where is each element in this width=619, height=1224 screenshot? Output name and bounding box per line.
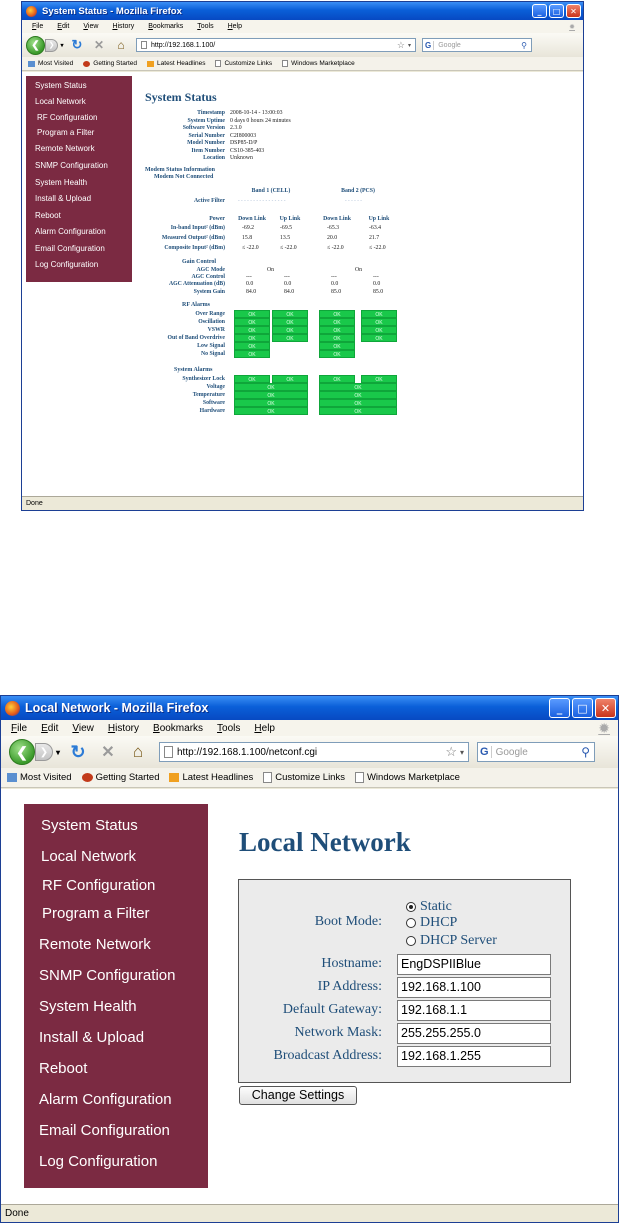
rf-alarm-status: OK bbox=[234, 342, 270, 350]
system-alarm-status: OK bbox=[319, 407, 397, 415]
agc-mode-band1: On bbox=[267, 266, 275, 273]
bookmark-windows-marketplace[interactable] bbox=[355, 772, 460, 783]
menu-help[interactable]: Help bbox=[227, 23, 242, 30]
browser-window-system-status bbox=[21, 1, 584, 511]
minimize-button[interactable]: _ bbox=[549, 698, 570, 718]
bookmark-customize-links[interactable] bbox=[263, 772, 345, 783]
home-icon[interactable]: ⌂ bbox=[117, 38, 125, 52]
status-text: Done bbox=[5, 1208, 29, 1219]
url-bar[interactable] bbox=[159, 742, 469, 762]
rf-alarm-status: OK bbox=[319, 326, 355, 334]
menu-edit[interactable]: Edit bbox=[41, 722, 59, 734]
system-gain-label: System Gain bbox=[193, 288, 225, 295]
power-row-label: In-band Input² (dBm) bbox=[170, 224, 225, 231]
sidebar-item-install-upload[interactable]: Install & Upload bbox=[35, 194, 92, 203]
bookmark-customize-links[interactable] bbox=[215, 60, 272, 67]
modem-status-title: Modem Status Information bbox=[145, 166, 215, 173]
menu-help[interactable]: Help bbox=[254, 722, 275, 734]
history-dropdown-icon[interactable]: ▾ bbox=[55, 747, 60, 757]
gain-control-title: Gain Control bbox=[182, 258, 217, 265]
system-alarm-status: OK bbox=[319, 391, 397, 399]
minimize-button[interactable]: _ bbox=[532, 4, 547, 18]
agc-attenuation-value: 0.0 bbox=[331, 280, 339, 287]
forward-arrow-icon[interactable]: ❯ bbox=[45, 39, 58, 52]
page-icon bbox=[263, 772, 272, 783]
broadcast-address-field[interactable]: 192.168.1.255 bbox=[397, 1046, 551, 1067]
sidebar-item-remote-network[interactable]: Remote Network bbox=[35, 144, 95, 153]
star-icon[interactable]: ☆ bbox=[396, 39, 405, 50]
default-gateway-field[interactable]: 192.168.1.1 bbox=[397, 1000, 551, 1021]
bookmark-label: Windows Marketplace bbox=[366, 772, 460, 783]
power-label: Power bbox=[209, 215, 225, 222]
google-engine-icon[interactable]: G bbox=[478, 746, 492, 758]
google-engine-icon[interactable]: G bbox=[423, 41, 434, 50]
change-settings-button[interactable]: Change Settings bbox=[239, 1086, 357, 1105]
rf-alarm-status: OK bbox=[361, 326, 397, 334]
status-bar bbox=[1, 1204, 618, 1222]
info-value: 0 days 0 hours 24 minutes bbox=[230, 117, 291, 124]
synthesizer-lock-status: OK bbox=[272, 375, 308, 383]
link-header: Down Link bbox=[238, 215, 266, 222]
page-icon bbox=[141, 41, 147, 49]
rf-alarm-status: OK bbox=[319, 342, 355, 350]
url-text[interactable]: http://192.168.1.100/netconf.cgi bbox=[177, 746, 318, 758]
system-gain-value: 85.0 bbox=[373, 288, 384, 295]
rf-alarm-status: OK bbox=[234, 350, 270, 358]
search-input[interactable]: Google bbox=[438, 41, 461, 49]
rf-alarm-status: OK bbox=[234, 310, 270, 318]
bookmark-label: Customize Links bbox=[275, 772, 345, 783]
hostname-label: Hostname: bbox=[321, 956, 382, 971]
title-bar[interactable] bbox=[1, 696, 618, 720]
menu-bookmarks[interactable]: Bookmarks bbox=[153, 722, 204, 734]
system-alarm-status: OK bbox=[234, 383, 308, 391]
sidebar-item-program-a-filter[interactable]: Program a Filter bbox=[37, 128, 95, 137]
menu-bar bbox=[22, 20, 583, 33]
system-alarm-label: Hardware bbox=[199, 407, 225, 414]
agc-mode-label: AGC Mode bbox=[196, 266, 225, 273]
rf-alarm-status: OK bbox=[234, 326, 270, 334]
bookmark-getting-started[interactable] bbox=[83, 60, 137, 67]
link-header: Up Link bbox=[279, 215, 301, 222]
agc-control-value: --- bbox=[373, 273, 379, 280]
page-content bbox=[22, 72, 583, 496]
network-mask-field[interactable]: 255.255.255.0 bbox=[397, 1023, 551, 1044]
home-icon[interactable]: ⌂ bbox=[132, 742, 144, 761]
bookmarks-toolbar bbox=[22, 57, 583, 71]
search-bar[interactable] bbox=[422, 38, 532, 52]
agc-attenuation-label: AGC Attenuation (dB) bbox=[168, 280, 225, 287]
sidebar-item-snmp-configuration[interactable]: SNMP Configuration bbox=[35, 161, 108, 170]
url-dropdown-icon[interactable]: ▾ bbox=[459, 747, 464, 757]
sidebar-item-local-network[interactable]: Local Network bbox=[41, 848, 137, 865]
rf-alarm-status: OK bbox=[361, 334, 397, 342]
power-value: -65.3 bbox=[327, 224, 340, 231]
rf-alarm-label: Low Signal bbox=[197, 342, 225, 349]
agc-attenuation-value: 0.0 bbox=[246, 280, 254, 287]
rf-alarm-status: OK bbox=[272, 326, 308, 334]
sidebar-item-log-configuration[interactable]: Log Configuration bbox=[39, 1153, 158, 1170]
radio-static[interactable] bbox=[406, 902, 416, 912]
close-button[interactable]: ✕ bbox=[595, 698, 616, 718]
page-icon bbox=[215, 60, 221, 67]
system-alarm-status: OK bbox=[234, 407, 308, 415]
agc-control-value: --- bbox=[284, 273, 290, 280]
firefox-bookmark-icon bbox=[82, 773, 93, 782]
rf-alarm-label: Out of Band Overdrive bbox=[167, 334, 225, 341]
bookmark-most-visited[interactable] bbox=[28, 60, 73, 67]
info-label: System Uptime bbox=[187, 117, 225, 124]
band1-header: Band 1 (CELL) bbox=[251, 187, 291, 194]
system-alarm-status: OK bbox=[319, 399, 397, 407]
menu-file[interactable]: File bbox=[32, 23, 44, 30]
url-dropdown-icon[interactable]: ▾ bbox=[407, 42, 411, 49]
info-value: CS10-385-403 bbox=[230, 147, 265, 154]
power-row-label: Composite Input² (dBm) bbox=[164, 244, 225, 251]
power-value: ≤ -22.0 bbox=[280, 244, 297, 251]
menu-tools[interactable]: Tools bbox=[197, 23, 214, 30]
info-value: Unknown bbox=[230, 155, 253, 161]
rf-alarm-status: OK bbox=[272, 310, 308, 318]
ip-address-label: IP Address: bbox=[317, 979, 382, 994]
menu-tools[interactable]: Tools bbox=[217, 722, 241, 734]
sidebar-item-snmp-configuration[interactable]: SNMP Configuration bbox=[39, 967, 176, 984]
back-arrow-icon[interactable]: ❮ bbox=[26, 36, 45, 55]
bookmark-label: Windows Marketplace bbox=[291, 60, 355, 67]
power-value: 15.8 bbox=[242, 234, 253, 241]
folder-icon bbox=[28, 61, 35, 67]
rss-icon bbox=[169, 773, 179, 782]
info-label: Timestamp bbox=[197, 110, 225, 116]
bookmark-getting-started[interactable] bbox=[82, 772, 160, 783]
power-value: ≤ -22.0 bbox=[242, 244, 259, 251]
sidebar-item-system-health[interactable]: System Health bbox=[39, 998, 137, 1015]
status-text: Done bbox=[26, 500, 43, 507]
power-row-label: Measured Output² (dBm) bbox=[161, 234, 225, 241]
rf-alarm-label: VSWR bbox=[207, 326, 225, 333]
sidebar-item-email-configuration[interactable]: Email Configuration bbox=[39, 1122, 170, 1139]
browser-window-local-network bbox=[0, 695, 619, 1223]
network-mask-label: Network Mask: bbox=[294, 1025, 382, 1040]
stop-icon[interactable]: ✕ bbox=[93, 38, 105, 52]
bookmark-most-visited[interactable] bbox=[7, 772, 72, 783]
reload-icon[interactable]: ↻ bbox=[70, 741, 86, 762]
bookmark-label: Getting Started bbox=[95, 772, 160, 783]
window-title: Local Network - Mozilla Firefox bbox=[25, 701, 209, 715]
band2-header: Band 2 (PCS) bbox=[341, 187, 375, 194]
history-dropdown-icon[interactable]: ▾ bbox=[60, 42, 64, 49]
page-icon bbox=[355, 772, 364, 783]
url-text[interactable]: http://192.168.1.100/ bbox=[151, 41, 216, 49]
rf-alarm-status: OK bbox=[234, 334, 270, 342]
sidebar-item-email-configuration[interactable]: Email Configuration bbox=[35, 244, 105, 253]
info-value: DSP85-D/P bbox=[230, 140, 258, 146]
sidebar-item-alarm-configuration[interactable]: Alarm Configuration bbox=[35, 227, 106, 236]
modem-status-text: Modem Not Connected bbox=[154, 173, 214, 180]
info-value: 2008-10-14 - 13:00:03 bbox=[230, 110, 283, 116]
firefox-logo-icon bbox=[5, 701, 20, 716]
rf-alarm-label: No Signal bbox=[201, 350, 225, 357]
info-label: Location bbox=[203, 155, 225, 161]
active-filter-band2: - - - - - - bbox=[345, 197, 362, 204]
hostname-field[interactable]: EngDSPIIBlue bbox=[397, 954, 551, 975]
agc-mode-band2: On bbox=[355, 266, 363, 273]
bookmark-label: Most Visited bbox=[20, 772, 72, 783]
page-title: Local Network bbox=[239, 827, 411, 857]
agc-control-value: --- bbox=[331, 273, 337, 280]
menu-history[interactable]: History bbox=[107, 722, 140, 734]
boot-option-label: Static bbox=[420, 899, 452, 914]
system-alarm-status: OK bbox=[234, 391, 308, 399]
bookmark-label: Latest Headlines bbox=[157, 60, 206, 67]
system-gain-value: 85.0 bbox=[331, 288, 342, 295]
menu-bookmarks[interactable]: Bookmarks bbox=[148, 23, 184, 30]
sidebar-item-local-network[interactable]: Local Network bbox=[35, 97, 86, 106]
menu-bar bbox=[1, 720, 618, 736]
menu-edit[interactable]: Edit bbox=[57, 23, 70, 30]
url-bar[interactable] bbox=[136, 38, 416, 52]
bookmark-label: Customize Links bbox=[224, 60, 273, 67]
title-bar[interactable] bbox=[22, 2, 583, 20]
power-value: 13.5 bbox=[280, 234, 291, 241]
navigation-toolbar bbox=[1, 736, 618, 768]
agc-attenuation-value: 0.0 bbox=[284, 280, 292, 287]
link-header: Down Link bbox=[323, 215, 351, 222]
throbber-icon: ✹ bbox=[569, 23, 575, 31]
network-settings-form bbox=[238, 879, 571, 1083]
page-content bbox=[1, 789, 618, 1204]
info-label: Software Version bbox=[182, 125, 225, 131]
bookmark-label: Getting Started bbox=[93, 60, 138, 67]
maximize-button[interactable]: □ bbox=[549, 4, 564, 18]
agc-attenuation-value: 0.0 bbox=[373, 280, 381, 287]
sidebar-nav bbox=[24, 804, 208, 1188]
bookmark-label: Latest Headlines bbox=[182, 772, 254, 783]
broadcast-address-label: Broadcast Address: bbox=[273, 1048, 382, 1063]
synthesizer-lock-status: OK bbox=[234, 375, 270, 383]
sidebar-item-system-health[interactable]: System Health bbox=[35, 178, 88, 187]
link-header: Up Link bbox=[368, 215, 390, 222]
info-value: 2.3.0 bbox=[230, 125, 242, 131]
search-input[interactable]: Google bbox=[495, 746, 528, 758]
system-alarm-label: Temperature bbox=[192, 391, 225, 398]
ip-address-field[interactable]: 192.168.1.100 bbox=[397, 977, 551, 998]
forward-arrow-icon[interactable]: ❯ bbox=[35, 743, 53, 761]
bookmark-latest-headlines[interactable] bbox=[169, 772, 253, 783]
rf-alarm-status: OK bbox=[319, 310, 355, 318]
rf-alarm-status: OK bbox=[272, 334, 308, 342]
power-value: ≤ -22.0 bbox=[369, 244, 386, 251]
system-alarm-status: OK bbox=[319, 383, 397, 391]
back-arrow-icon[interactable]: ❮ bbox=[9, 739, 35, 765]
rf-alarm-label: Over Range bbox=[195, 310, 225, 317]
navigation-toolbar bbox=[22, 33, 583, 57]
rf-alarm-status: OK bbox=[234, 318, 270, 326]
menu-view[interactable]: View bbox=[72, 722, 94, 734]
power-value: 20.0 bbox=[327, 234, 338, 241]
search-bar[interactable] bbox=[477, 742, 595, 762]
sidebar-item-remote-network[interactable]: Remote Network bbox=[39, 936, 151, 953]
page-icon bbox=[164, 746, 173, 758]
sidebar-item-system-status[interactable]: System Status bbox=[35, 81, 87, 90]
sidebar-item-program-a-filter[interactable]: Program a Filter bbox=[42, 905, 150, 922]
rf-alarm-status: OK bbox=[319, 350, 355, 358]
default-gateway-label: Default Gateway: bbox=[282, 1002, 382, 1017]
firefox-logo-icon bbox=[26, 6, 37, 17]
magnifier-icon[interactable]: ⚲ bbox=[521, 40, 527, 50]
info-label: Model Number bbox=[187, 140, 225, 146]
system-alarm-label: Voltage bbox=[206, 383, 225, 390]
system-alarm-status: OK bbox=[234, 399, 308, 407]
sidebar-item-reboot[interactable]: Reboot bbox=[39, 1060, 88, 1077]
agc-control-value: --- bbox=[246, 273, 252, 280]
menu-history[interactable]: History bbox=[112, 23, 135, 30]
rf-alarm-status: OK bbox=[361, 318, 397, 326]
bookmark-label: Most Visited bbox=[38, 60, 74, 67]
sidebar-item-system-status[interactable]: System Status bbox=[41, 817, 138, 834]
boot-option-dhcp-server[interactable] bbox=[406, 933, 497, 949]
power-value: -69.5 bbox=[280, 224, 293, 231]
active-filter-band1: - - - - - - - - - - - - - - - - bbox=[238, 197, 286, 204]
rf-alarm-label: Oscillation bbox=[198, 318, 225, 325]
sidebar-item-reboot[interactable]: Reboot bbox=[35, 211, 61, 220]
sidebar-item-rf-configuration[interactable]: RF Configuration bbox=[37, 113, 98, 122]
throbber-icon: ✹ bbox=[598, 719, 610, 736]
page-icon bbox=[282, 60, 288, 67]
bookmark-windows-marketplace[interactable] bbox=[282, 60, 355, 67]
boot-option-label: DHCP Server bbox=[420, 933, 497, 948]
power-value: -69.2 bbox=[242, 224, 255, 231]
synthesizer-lock-label: Synthesizer Lock bbox=[182, 375, 225, 382]
boot-option-label: DHCP bbox=[420, 915, 458, 930]
rf-alarm-status: OK bbox=[361, 310, 397, 318]
menu-file[interactable]: File bbox=[11, 722, 28, 734]
synthesizer-lock-status: OK bbox=[319, 375, 355, 383]
close-button[interactable]: ✕ bbox=[566, 4, 581, 18]
agc-control-label: AGC Control bbox=[191, 273, 225, 280]
boot-mode-label: Boot Mode: bbox=[314, 914, 382, 929]
sidebar-item-log-configuration[interactable]: Log Configuration bbox=[35, 260, 99, 269]
window-title: System Status - Mozilla Firefox bbox=[42, 5, 182, 17]
system-alarm-label: Software bbox=[202, 399, 225, 406]
boot-option-static[interactable] bbox=[406, 899, 452, 915]
radio-dhcp[interactable] bbox=[406, 918, 416, 928]
folder-icon bbox=[7, 773, 17, 782]
sidebar-item-install-upload[interactable]: Install & Upload bbox=[39, 1029, 145, 1046]
system-gain-value: 84.0 bbox=[284, 288, 295, 295]
rf-alarm-status: OK bbox=[272, 318, 308, 326]
rf-alarm-status: OK bbox=[319, 318, 355, 326]
active-filter-label: Active Filter bbox=[193, 197, 225, 204]
sidebar-item-alarm-configuration[interactable]: Alarm Configuration bbox=[39, 1091, 172, 1108]
status-bar bbox=[22, 496, 583, 510]
info-label: Item Number bbox=[191, 147, 225, 154]
rf-alarms-title: RF Alarms bbox=[182, 301, 210, 308]
synthesizer-lock-status: OK bbox=[361, 375, 397, 383]
page-title: System Status bbox=[145, 90, 217, 104]
star-icon[interactable]: ☆ bbox=[445, 744, 457, 759]
power-value: ≤ -22.0 bbox=[327, 244, 344, 251]
magnifier-icon[interactable]: ⚲ bbox=[581, 745, 590, 759]
reload-icon[interactable]: ↻ bbox=[71, 37, 83, 52]
stop-icon[interactable]: ✕ bbox=[101, 744, 115, 761]
sidebar-item-rf-configuration[interactable]: RF Configuration bbox=[42, 877, 156, 894]
maximize-button[interactable]: □ bbox=[572, 698, 593, 718]
system-alarms-title: System Alarms bbox=[174, 366, 213, 373]
sidebar-nav bbox=[26, 76, 132, 282]
info-value: C2I800003 bbox=[230, 132, 257, 139]
info-label: Serial Number bbox=[188, 132, 225, 139]
bookmark-latest-headlines[interactable] bbox=[147, 60, 205, 67]
bookmarks-toolbar bbox=[1, 768, 618, 788]
boot-option-dhcp[interactable] bbox=[406, 915, 457, 931]
system-gain-value: 84.0 bbox=[246, 288, 257, 295]
menu-view[interactable]: View bbox=[83, 23, 99, 30]
radio-dhcp-server[interactable] bbox=[406, 936, 416, 946]
power-value: 21.7 bbox=[369, 234, 380, 241]
rss-icon bbox=[147, 61, 154, 67]
firefox-bookmark-icon bbox=[83, 61, 90, 67]
power-value: -63.4 bbox=[369, 224, 382, 231]
rf-alarm-status: OK bbox=[319, 334, 355, 342]
